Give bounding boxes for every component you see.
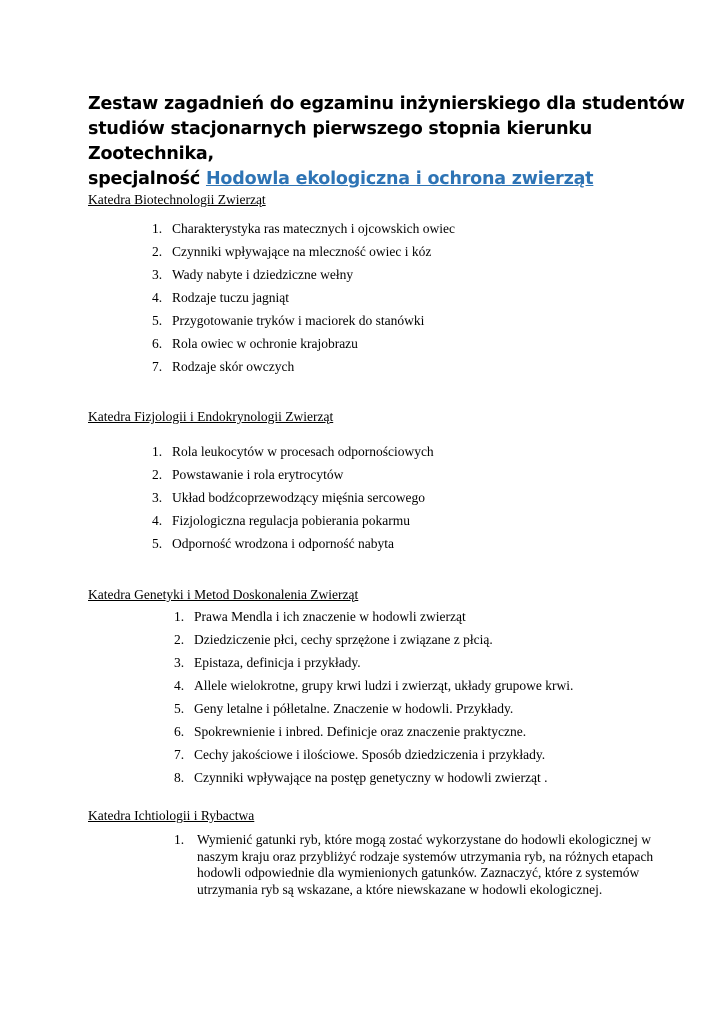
list-item-text: Powstawanie i rola erytrocytów — [172, 467, 344, 482]
list-item-number: 5. — [174, 701, 185, 716]
list-item-text: Rodzaje skór owczych — [172, 359, 295, 374]
section-heading-genetyka: Katedra Genetyki i Metod Doskonalenia Zwierząt — [88, 587, 359, 602]
list-item-text: Rola leukocytów w procesach odpornościowych — [172, 444, 434, 459]
title-line-2: studiów stacjonarnych pierwszego stopnia kierunku Zootechnika, — [88, 119, 593, 164]
list-item-text: Cechy jakościowe i ilościowe. Sposób dziedziczenia i przykłady. — [194, 747, 546, 762]
list-item-text: Allele wielokrotne, grupy krwi ludzi i zwierząt, układy grupowe krwi. — [194, 678, 574, 693]
list-item-text: Fizjologiczna regulacja pobierania pokarmu — [172, 513, 411, 528]
list-item-number: 2. — [152, 467, 163, 482]
section-heading-ichtiologia: Katedra Ichtiologii i Rybactwa — [88, 808, 255, 823]
list-item-text: Odporność wrodzona i odporność nabyta — [172, 536, 394, 551]
title-line-1: Zestaw zagadnień do egzaminu inżynierskiego dla studentów — [88, 94, 685, 114]
list-item-text: Charakterystyka ras matecznych i ojcowskich owiec — [172, 221, 456, 236]
list-item-number: 7. — [174, 747, 185, 762]
list-item-number: 8. — [174, 770, 185, 785]
list-item-number: 3. — [152, 267, 163, 282]
list-item-number: 1. — [152, 444, 163, 459]
list-item-text: Przygotowanie tryków i maciorek do stanówki — [172, 313, 425, 328]
list-item-text: Rodzaje tuczu jagniąt — [172, 290, 289, 305]
document-title — [88, 92, 688, 192]
list-item-number: 5. — [152, 313, 163, 328]
section-heading-fizjologia: Katedra Fizjologii i Endokrynologii Zwierząt — [88, 409, 334, 424]
list-item-number: 6. — [152, 336, 163, 351]
list-item-text: Czynniki wpływające na postęp genetyczny w hodowli zwierząt . — [194, 770, 548, 785]
list-item-number: 2. — [174, 632, 185, 647]
list-item-text: Wymienić gatunki ryb, które mogą zostać wykorzystane do hodowli ekologicznej w naszym kraju oraz przybliżyć rodzaje systemów utrzymania ryb, na różnych etapach hodowli odpowiednie dla wymienionych gatunków. Zaznaczyć, które z systemów utrzymania ryb są wskazane, a które niewskazane w hodowli ekologicznej. — [197, 832, 654, 897]
list-item-number: 3. — [174, 655, 185, 670]
title-line-3 — [88, 167, 688, 192]
list-item-number: 3. — [152, 490, 163, 505]
list-item-text: Spokrewnienie i inbred. Definicje oraz znaczenie praktyczne. — [194, 724, 527, 739]
list-item-text: Dziedziczenie płci, cechy sprzężone i związane z płcią. — [194, 632, 493, 647]
list-item-number: 1. — [174, 832, 185, 847]
list-item-text: Wady nabyte i dziedziczne wełny — [172, 267, 354, 282]
list-item-number: 1. — [174, 609, 185, 624]
list-item-number: 6. — [174, 724, 185, 739]
list-item-number: 1. — [152, 221, 163, 236]
list-item-number: 7. — [152, 359, 163, 374]
specialization-link[interactable]: Hodowla ekologiczna i ochrona zwierząt — [205, 169, 594, 189]
list-item-text: Układ bodźcoprzewodzący mięśnia sercowego — [172, 490, 426, 505]
section-heading-biotechnologia: Katedra Biotechnologii Zwierząt — [88, 192, 266, 207]
list-item-number: 4. — [174, 678, 185, 693]
list-item-number: 5. — [152, 536, 163, 551]
list-item-text: Epistaza, definicja i przykłady. — [194, 655, 361, 670]
list-item-text: Geny letalne i półletalne. Znaczenie w hodowli. Przykłady. — [194, 701, 514, 716]
title-line-3-prefix: specjalność — [88, 169, 206, 189]
list-item-number: 4. — [152, 290, 163, 305]
list-item-number: 4. — [152, 513, 163, 528]
list-item-text: Prawa Mendla i ich znaczenie w hodowli zwierząt — [194, 609, 466, 624]
list-item-text: Rola owiec w ochronie krajobrazu — [172, 336, 358, 351]
list-item-number: 2. — [152, 244, 163, 259]
list-item-text: Czynniki wpływające na mleczność owiec i kóz — [172, 244, 432, 259]
